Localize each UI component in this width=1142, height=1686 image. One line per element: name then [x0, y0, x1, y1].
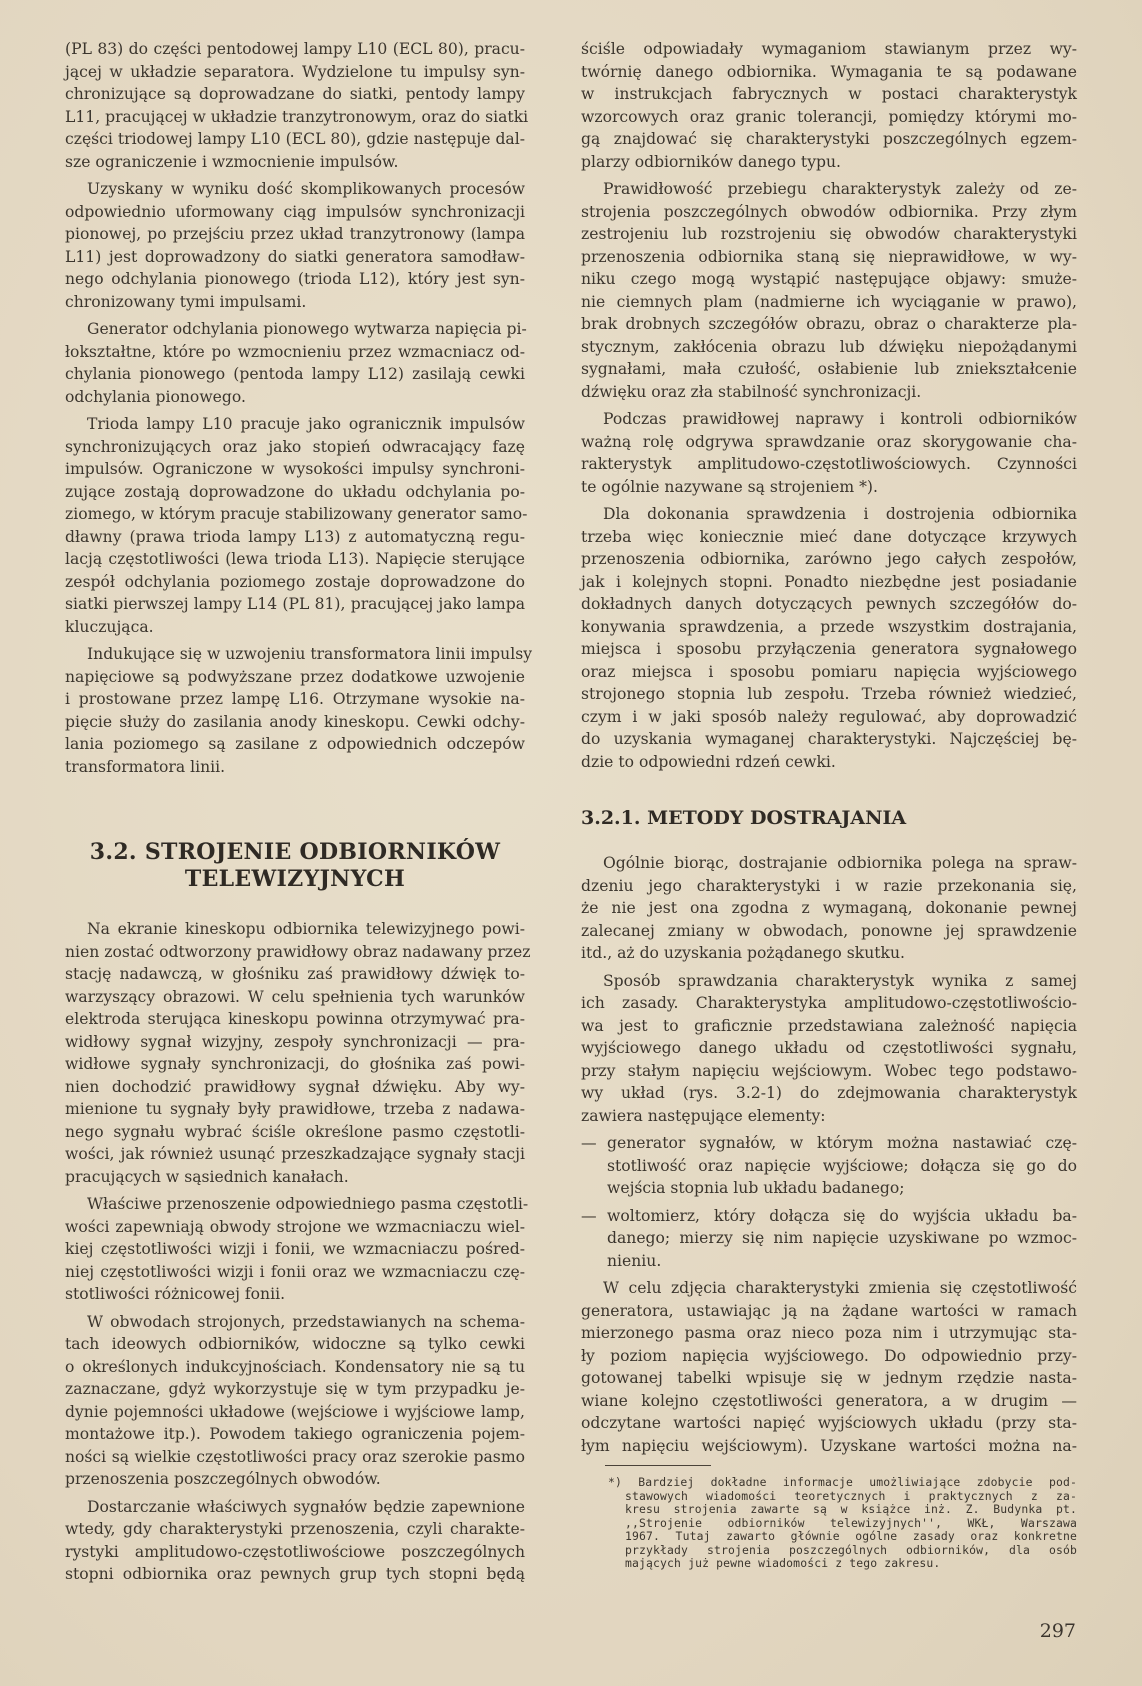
list-item-text: [581, 1205, 1077, 1273]
text-line: ważną rolę odgrywa sprawdzanie oraz skorygowanie cha-: [581, 432, 1077, 451]
text-line: części triodowej lampy L10 (ECL 80), gdzie następuje dal-: [65, 130, 525, 148]
text-line: ściśle odpowiadały wymaganiom stawianym przez wy-: [581, 40, 1077, 58]
text-line: o określonych indukcyjnościach. Kondensatory nie są tu: [65, 1357, 525, 1376]
text-line: Właściwe przenoszenie odpowiedniego pasma częstotli-: [87, 1195, 529, 1213]
text-line: ły poziom napięcia wyjściowego. Do odpowiednio przy-: [581, 1346, 1077, 1365]
text-line: chronizowany tymi impulsami.: [65, 292, 307, 311]
text-line: wości, jak również usunąć przeszkadzające sygnały stacji: [65, 1145, 525, 1163]
paragraph: [65, 1193, 529, 1306]
text-line: kresu strojenia zawarte są w książce inż. Z. Budynka pt.: [625, 1502, 1077, 1516]
text-line: wiane kolejno częstotliwości generatora, a w drugim —: [581, 1391, 1077, 1410]
text-line: montażowe itp.). Powodem takiego ograniczenia pojem-: [65, 1425, 525, 1443]
text-line: sygnałami, mała czułość, osłabienie lub zniekształcenie: [581, 360, 1077, 378]
text-line: 1967. Tutaj zawarto głównie ogólne zasady oraz konkretne: [625, 1529, 1077, 1543]
text-line: tach ideowych odbiorników, widoczne są tylko cewki: [65, 1335, 525, 1353]
list-item: [581, 1205, 1077, 1273]
footnote-rule: [605, 1465, 711, 1466]
text-line: dokładnych danych dotyczących pewnych szczegółów do-: [581, 595, 1077, 613]
text-line: dławny (prawa trioda lampy L13) z automatyczną regu-: [65, 527, 525, 546]
text-line: mienione tu sygnały były prawidłowe, trzeba z nadawa-: [65, 1100, 525, 1118]
text-line: miejsca i sposobu przyłączenia generatora sygnałowego: [581, 640, 1077, 658]
text-line: warzyszący obrazowi. W celu spełnienia tych warunków: [65, 987, 525, 1006]
text-line: dzie to odpowiedni rdzeń cewki.: [581, 752, 836, 771]
text-line: gą znajdować się charakterystyki poszczególnych egzem-: [581, 130, 1077, 148]
right-column: [581, 38, 1077, 1571]
text-line: lania poziomego są zasilane z odpowiednich odczepów: [65, 735, 525, 753]
text-line: siatki pierwszej lampy L14 (PL 81), pracującej jako lampa: [65, 595, 525, 613]
text-line: woltomierz, który dołącza się do wyjścia układu ba-: [607, 1206, 1077, 1225]
text-line: Podczas prawidłowej naprawy i kontroli odbiorników: [603, 410, 1077, 428]
text-line: ności są wielkie częstotliwości pracy oraz szerokie pasmo: [65, 1447, 525, 1466]
text-line: nieniu.: [607, 1251, 662, 1270]
section-heading: [65, 839, 525, 893]
text-line: przy stałym napięciu wejściowym. Wobec tego podstawo-: [581, 1061, 1077, 1080]
text-line: chylania pionowego (pentoda lampy L12) zasilają cewki: [65, 365, 525, 383]
text-line: czym i w jaki sposób należy regulować, aby doprowadzić: [581, 707, 1077, 726]
section-heading-line-1: 3.2. STROJENIE ODBIORNIKÓW: [89, 839, 501, 865]
text-line: wejścia stopnia lub układu badanego;: [607, 1179, 905, 1197]
text-line: jącej w układzie separatora. Wydzielone tu impulsy syn-: [65, 62, 525, 81]
text-line: łym napięciu wejściowym). Uzyskane wartości można na-: [581, 1436, 1077, 1455]
paragraph: [581, 852, 1077, 965]
text-line: ,,Strojenie odbiorników telewizyjnych'', WKŁ, Warszawa: [625, 1515, 1077, 1530]
text-line: stotliwość oraz napięcie wyjściowe; dołącza się go do: [607, 1156, 1077, 1175]
paragraph: [581, 970, 1077, 1128]
text-line: wy układ (rys. 3.2-1) do zdejmowania charakterystyk: [581, 1084, 1077, 1102]
text-line: stawowych wiadomości teoretycznych i praktycznych z za-: [625, 1488, 1077, 1503]
text-line: oraz miejsca i sposobu pomiaru napięcia wyjściowego: [581, 662, 1077, 681]
paragraph: [65, 643, 533, 778]
text-line: stację nadawczą, w głośniku zaś prawidłowy dźwięk to-: [65, 965, 525, 983]
text-line: W obwodach strojonych, przedstawianych na schema-: [87, 1312, 525, 1331]
paragraph: [65, 178, 525, 313]
text-line: stycznym, zakłócenia obrazu lub dźwięku niepożądanymi: [581, 337, 1077, 356]
text-line: do uzyskania wymaganej charakterystyki. Najczęściej bę-: [581, 730, 1077, 748]
text-line: odchylania pionowego.: [65, 387, 246, 406]
text-line: rystyki amplitudowo-częstotliwościowe poszczególnych: [65, 1542, 525, 1561]
text-line: przenoszenia poszczególnych obwodów.: [65, 1470, 381, 1488]
text-line: te ogólnie nazywane są strojeniem *).: [581, 477, 878, 496]
text-line: zalecanej zmiany w obwodach, ponowne jej sprawdzenie: [581, 921, 1077, 940]
text-line: gotowanej tabelki wpisuje się w jednym rzędzie nasta-: [581, 1369, 1077, 1387]
text-line: dynie pojemności układowe (wejściowe i wyjściowe lamp,: [65, 1402, 525, 1421]
text-line: dźwięku oraz zła stabilność synchronizacji.: [581, 382, 922, 401]
text-line: Dostarczanie właściwych sygnałów będzie zapewnione: [87, 1497, 525, 1516]
text-line: Na ekranie kineskopu odbiornika telewizyjnego powi-: [87, 920, 525, 938]
text-line: ziomego, w którym pracuje stabilizowany generator samo-: [65, 505, 528, 523]
text-line: kluczująca.: [65, 617, 154, 636]
paragraph: [581, 503, 1077, 773]
text-line: że nie jest ona zgodna z wymaganą, dokonanie pewnej: [581, 899, 1077, 917]
list-item: [581, 1132, 1077, 1200]
text-line: łokształtne, które po wzmocnieniu przez wzmacniacz od-: [65, 342, 525, 361]
text-line: rakterystyk amplitudowo-częstotliwościowych. Czynności: [581, 455, 1077, 473]
text-line: itd., aż do uzyskania pożądanego skutku.: [581, 944, 905, 962]
text-line: konywania sprawdzenia, a przede wszystkim dostrajania,: [581, 617, 1077, 636]
text-line: pionowej, po przejściu przez układ tranzytronowy (lampa: [65, 225, 525, 243]
text-line: Trioda lampy L10 pracuje jako ogranicznik impulsów: [87, 415, 525, 433]
text-line: *) Bardziej dokładne informacje umożliwiające zdobycie pod-: [608, 1475, 1077, 1489]
text-line: lacją częstotliwości (lewa trioda L13). Napięcie sterujące: [65, 550, 525, 568]
paragraph: [581, 408, 1077, 498]
paragraph: [65, 413, 528, 638]
text-line: stotliwości różnicowej fonii.: [65, 1285, 286, 1303]
text-line: impulsów. Ograniczone w wysokości impulsy synchroni-: [65, 460, 525, 478]
text-line: zujące zostają doprowadzone do układu odchylania po-: [65, 482, 525, 501]
text-line: dzeniu jego charakterystyki i w razie przekonania się,: [581, 876, 1077, 895]
text-line: stopni odbiornika oraz pewnych grup tych stopni będą: [65, 1565, 525, 1583]
section-heading-line-2: TELEWIZYJNYCH: [184, 866, 406, 892]
text-line: wości zapewniają obwody strojone we wzmacniaczu wiel-: [65, 1217, 525, 1236]
left-column: [65, 38, 533, 1591]
text-line: niku czego mogą wystąpić następujące objawy: smuże-: [581, 270, 1077, 288]
text-line: sze ograniczenie i wzmocnienie impulsów.: [65, 152, 399, 171]
text-line: przenoszenia odbiornika, zarówno jego całych zespołów,: [581, 550, 1077, 568]
text-line: transformatora linii.: [65, 757, 226, 776]
list-dash: —: [581, 1206, 597, 1225]
text-line: Uzyskany w wyniku dość skomplikowanych procesów: [87, 180, 525, 198]
text-line: generatora, ustawiając ją na żądane wartości w ramach: [581, 1301, 1077, 1320]
text-line: (PL 83) do części pentodowej lampy L10 (ECL 80), pracu-: [65, 40, 525, 58]
text-line: nego odchylania pionowego (trioda L12), który jest syn-: [65, 270, 525, 288]
text-line: synchronizujących oraz jako stopień odwracający fazę: [65, 437, 525, 456]
text-line: Sposób sprawdzania charakterystyk wynika z samej: [603, 971, 1077, 990]
text-line: plarzy odbiorników danego typu.: [581, 152, 841, 171]
text-line: mierzonego pasma oraz nieco poza nim i utrzymując sta-: [581, 1324, 1077, 1342]
text-line: widłowy sygnał wizyjny, zespoły synchronizacji — pra-: [65, 1032, 525, 1051]
subsection-heading: 3.2.1. METODY DOSTRAJANIA: [581, 807, 907, 829]
list-item-text: [581, 1132, 1077, 1200]
text-line: generator sygnałów, w którym można nastawiać czę-: [607, 1134, 1077, 1152]
text-line: twórnię danego odbiornika. Wymagania te są podawane: [581, 62, 1077, 81]
text-line: nie ciemnych plam (nadmierne ich wyciąganie w prawo),: [581, 292, 1077, 311]
text-line: odczytane wartości napięć wyjściowych układu (przy sta-: [581, 1414, 1077, 1432]
text-line: Dla dokonania sprawdzenia i dostrojenia odbiornika: [603, 505, 1077, 523]
text-line: przenoszenia odbiornika staną się nieprawidłowe, w wy-: [581, 247, 1077, 266]
text-line: niej częstotliwości wizji i fonii oraz we wzmacniaczu czę-: [65, 1262, 525, 1281]
paragraph: [581, 1277, 1077, 1457]
page-number: 297: [1039, 1620, 1076, 1642]
text-line: i prostowane przez lampę L16. Otrzymane wysokie na-: [65, 690, 525, 708]
text-line: wtedy, gdy charakterystyki przenoszenia, czyli charakte-: [65, 1520, 525, 1538]
paragraph: [65, 38, 529, 173]
text-line: mających już pewne wiadomości z tego zakresu.: [625, 1556, 941, 1570]
text-line: strojenia poszczególnych obwodów odbiornika. Przy złym: [581, 202, 1077, 221]
text-line: kiej częstotliwości wizji i fonii, we wzmacniaczu pośred-: [65, 1240, 525, 1258]
text-line: napięciowe są podwyższane przez dodatkowe uzwojenie: [65, 667, 525, 686]
text-line: wa jest to graficznie przedstawiana zależność napięcia: [581, 1016, 1077, 1035]
text-line: elektroda sterująca kineskopu powinna otrzymywać pra-: [65, 1010, 525, 1028]
text-line: widłowe sygnały synchronizacji, do głośnika zaś powi-: [65, 1055, 525, 1073]
text-line: pracujących w sąsiednich kanałach.: [65, 1167, 349, 1186]
paragraph: [65, 918, 531, 1188]
text-line: nien dochodzić prawidłowy sygnał dźwięku. Aby wy-: [65, 1077, 525, 1096]
text-line: Ogólnie biorąc, dostrajanie odbiornika polega na spraw-: [603, 854, 1077, 872]
text-line: brak drobnych szczegółów obrazu, obraz o charakterze pla-: [581, 315, 1077, 333]
text-line: nien zostać odtworzony prawidłowy obraz nadawany przez: [65, 942, 531, 961]
text-line: wyjściowego danego układu od częstotliwości sygnału,: [581, 1039, 1077, 1057]
paragraph: [65, 1311, 525, 1491]
text-line: wzorcowych oraz granic tolerancji, pomiędzy którymi mo-: [581, 107, 1077, 126]
text-line: W celu zdjęcia charakterystyki zmienia się częstotliwość: [603, 1279, 1077, 1297]
text-line: nego sygnału wybrać ściśle określone pasmo częstotli-: [65, 1122, 525, 1141]
text-line: przykłady strojenia poszczególnych odbiorników, dla osób: [625, 1542, 1077, 1557]
text-line: chronizujące są doprowadzane do siatki, pentody lampy: [65, 85, 525, 103]
text-line: L11) jest doprowadzony do siatki generatora samodław-: [65, 247, 525, 266]
text-line: ich zasady. Charakterystyka amplitudowo-częstotliwościo-: [581, 994, 1077, 1012]
text-line: Generator odchylania pionowego wytwarza napięcia pi-: [87, 320, 527, 338]
text-line: odpowiednio uformowany ciąg impulsów synchronizacji: [65, 202, 525, 221]
text-line: jak i kolejnych stopni. Ponadto niezbędne jest posiadanie: [581, 572, 1077, 591]
text-line: strojonego stopnia lub zespołu. Trzeba również wiedzieć,: [581, 685, 1077, 703]
paragraph: [65, 1496, 525, 1586]
paragraph: [581, 178, 1077, 403]
paragraph: [65, 318, 525, 408]
list-dash: —: [581, 1134, 597, 1152]
footnote: [608, 1475, 1077, 1571]
text-line: Prawidłowość przebiegu charakterystyk zależy od ze-: [603, 180, 1077, 198]
text-line: L11, pracującej w układzie tranzytronowym, oraz do siatki: [65, 107, 529, 126]
text-line: Indukujące się w uzwojeniu transformatora linii impulsy: [87, 645, 533, 663]
text-line: w instrukcjach fabrycznych w postaci charakterystyk: [581, 85, 1077, 103]
text-line: pięcie służy do zasilania anody kineskopu. Cewki odchy-: [65, 712, 525, 731]
text-line: zespół odchylania poziomego zostaje doprowadzone do: [65, 572, 525, 591]
text-line: zestrojeniu lub rozstrojeniu się obwodów charakterystyki: [581, 225, 1077, 243]
text-line: zawiera następujące elementy:: [581, 1106, 826, 1125]
text-line: zaznaczane, gdyż wykorzystuje się w tym przypadku je-: [65, 1380, 525, 1398]
text-line: danego; mierzy się nim napięcie uzyskiwane po wzmoc-: [607, 1229, 1077, 1247]
text-line: trzeba więc koniecznie mieć dane dotyczące krzywych: [581, 527, 1077, 546]
paragraph: [581, 38, 1077, 173]
